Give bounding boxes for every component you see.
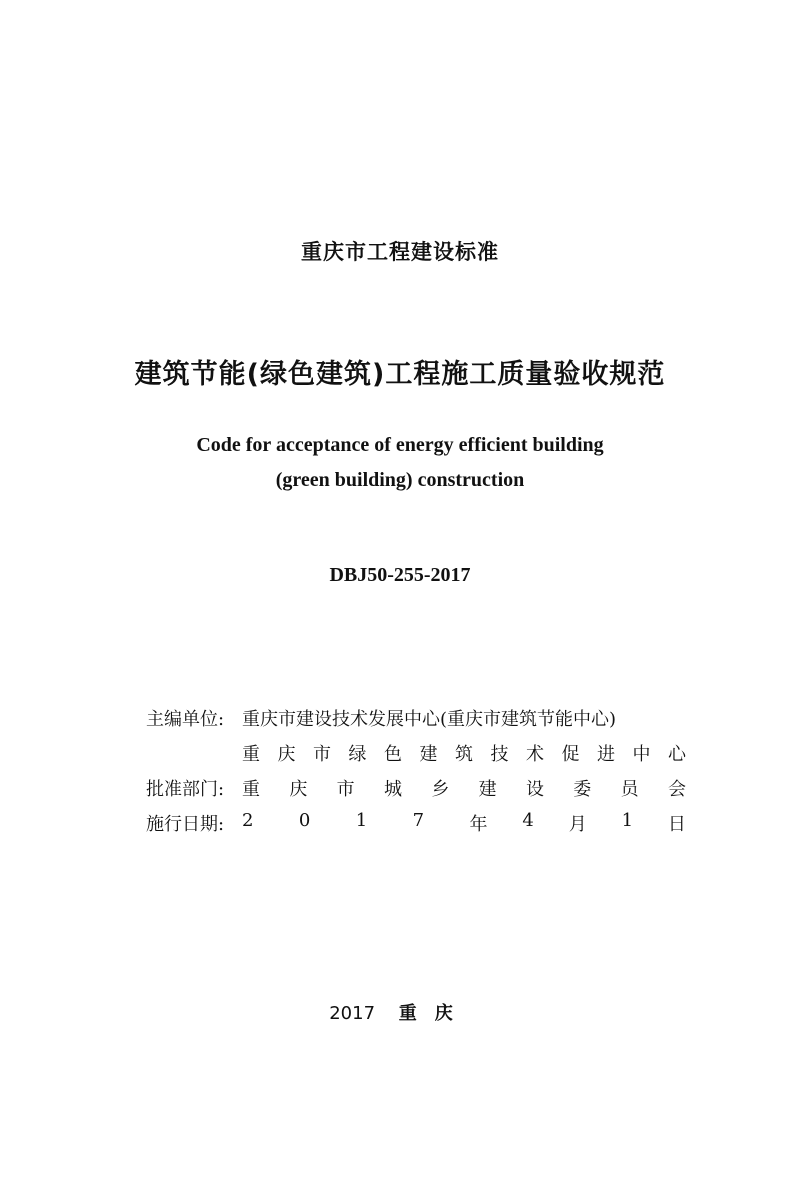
imprint-city: 重庆 <box>398 1003 471 1024</box>
approver-char: 乡 <box>431 778 450 800</box>
approver-row <box>146 770 686 805</box>
approver-char: 庆 <box>289 778 308 800</box>
standard-code: DBJ50-255-2017 <box>329 564 471 586</box>
chief-editor-org-2 <box>242 735 686 770</box>
approver-char: 市 <box>336 778 355 800</box>
approver-char: 设 <box>525 778 544 800</box>
month-value: 4 <box>522 809 534 831</box>
org2-char: 进 <box>597 743 615 765</box>
effective-date-row <box>146 805 686 840</box>
org2-char: 重 <box>242 743 260 765</box>
series-title: 重庆市工程建设标准 <box>301 240 499 264</box>
approver-char: 重 <box>242 778 260 800</box>
org2-char: 建 <box>419 743 438 765</box>
org2-char: 促 <box>561 743 580 765</box>
org2-char: 筑 <box>455 743 473 765</box>
org2-char: 庆 <box>277 743 296 765</box>
day-value: 1 <box>621 809 634 831</box>
year-unit: 年 <box>469 813 488 835</box>
day-unit: 日 <box>667 813 686 835</box>
chief-editor-label: 主编单位: <box>146 708 225 730</box>
month-unit: 月 <box>568 813 587 835</box>
effective-date-value <box>242 810 686 836</box>
publication-info <box>146 700 686 840</box>
org2-char: 中 <box>632 743 651 765</box>
imprint <box>0 999 800 1025</box>
org2-char: 心 <box>668 743 686 765</box>
year-digit: 0 <box>298 809 311 831</box>
approver-label: 批准部门: <box>146 778 225 800</box>
org2-char: 市 <box>313 743 331 765</box>
english-title-line-1: Code for acceptance of energy efficient building <box>196 434 604 456</box>
org2-char: 术 <box>526 743 544 765</box>
org2-char: 色 <box>384 743 402 765</box>
approver-char: 委 <box>573 778 592 800</box>
document-title: 建筑节能(绿色建筑)工程施工质量验收规范 <box>134 359 666 390</box>
approver-char: 建 <box>478 778 497 800</box>
english-title <box>0 428 800 498</box>
chief-editor-row <box>146 700 686 735</box>
approver-char: 城 <box>383 778 402 800</box>
imprint-year: 2017 <box>329 1003 376 1024</box>
approver-char: 会 <box>667 778 686 800</box>
approver-char: 员 <box>620 778 639 800</box>
org2-char: 技 <box>490 743 509 765</box>
org2-char: 绿 <box>348 743 367 765</box>
chief-editor-org-1: 重庆市建设技术发展中心(重庆市建筑节能中心) <box>242 708 617 730</box>
effective-date-label: 施行日期: <box>146 813 225 835</box>
english-title-line-2: (green building) construction <box>275 469 525 491</box>
year-digit: 2 <box>242 809 254 831</box>
year-digit: 1 <box>355 809 368 831</box>
approver-value <box>242 775 686 801</box>
year-digit: 7 <box>412 809 425 831</box>
